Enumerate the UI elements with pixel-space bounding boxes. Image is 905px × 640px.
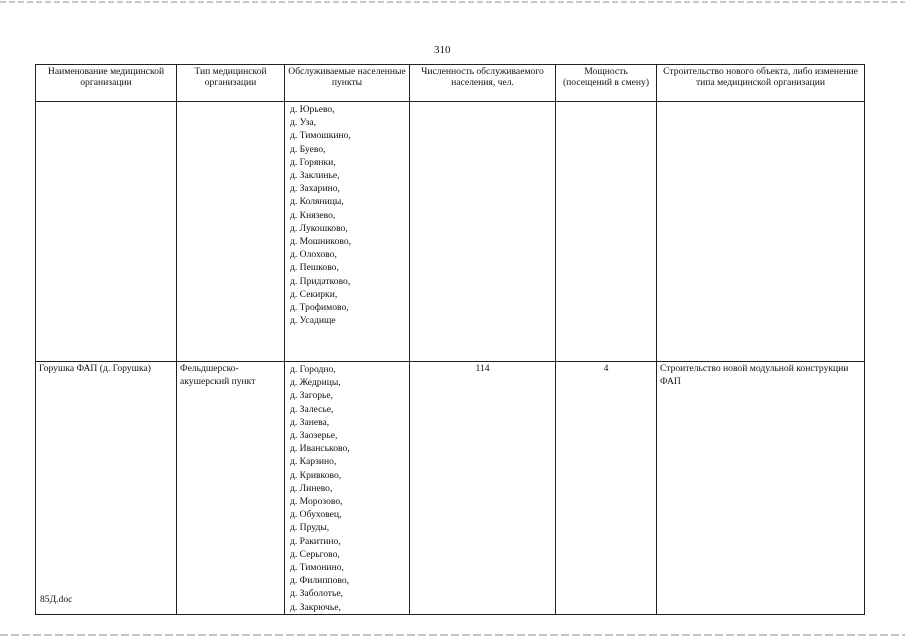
settlement-item: д. Ракитино, [290,535,341,547]
cell-construction: Строительство новой модульной конструкции ФАП [657,362,865,615]
settlement-item: д. Буево, [290,143,326,155]
facilities-table [35,64,865,615]
cell-population: 114 [410,362,556,615]
header-organization-type: Тип медицинской организации [177,65,285,102]
cell-capacity: 4 [556,362,657,615]
settlement-item: д. Карзино, [290,456,337,468]
settlement-item: д. Тимошкино, [290,130,351,142]
settlement-item: д. Трофимово, [290,302,349,314]
scan-edge-bottom [0,634,905,636]
cell-population [410,102,556,362]
settlement-item: д. Князево, [290,209,336,221]
header-population: Численность обслуживаемого населения, чел. [410,65,556,102]
settlement-item: д. Заозерье, [290,430,338,442]
settlement-item: д. Обуховец, [290,509,342,521]
header-settlements: Обслуживаемые населенные пункты [285,65,410,102]
table-header-row [36,65,865,102]
cell-organization-name: Горушка ФАП (д. Горушка) [36,362,177,615]
cell-settlements [285,102,410,362]
settlement-item: д. Тимонино, [290,562,344,574]
settlement-item: д. Кривково, [290,469,342,481]
settlement-item: д. Морозово, [290,496,343,508]
cell-organization-type [177,102,285,362]
settlement-item: д. Лукошково, [290,222,348,234]
settlement-item: д. Жедрицы, [290,377,341,389]
settlement-item: д. Придатково, [290,275,351,287]
page-number: 310 [434,44,451,56]
scan-edge-top [0,1,905,3]
table-row [36,102,865,362]
settlement-item: д. Иванськово, [290,443,350,455]
cell-organization-type: Фельдшерско-акушерский пункт [177,362,285,615]
settlement-item: д. Пешково, [290,262,339,274]
header-construction: Строительство нового объекта, либо изменение типа медицинской организации [657,65,865,102]
settlement-item: д. Секирки, [290,288,338,300]
footer-filename: 85Д.doc [40,594,73,605]
header-capacity: Мощность (посещений в смену) [556,65,657,102]
settlement-item: д. Залесье, [290,403,334,415]
settlement-item: д. Филиппово, [290,575,350,587]
settlement-item: д. Пруды, [290,522,330,534]
settlement-item: д. Олохово, [290,249,337,261]
settlement-item: д. Коляницы, [290,196,344,208]
cell-organization-name [36,102,177,362]
settlement-item: д. Серьгово, [290,548,340,560]
cell-construction [657,102,865,362]
settlement-item: д. Занева, [290,416,330,428]
settlement-item: д. Горянки, [290,156,336,168]
cell-settlements [285,362,410,615]
settlement-item: д. Мошниково, [290,236,352,248]
settlement-item: д. Уза, [290,117,317,129]
settlement-item: д. Городно, [290,364,336,375]
settlement-item: д. Линево, [290,482,333,494]
settlement-item: д. Заклинье, [290,170,340,182]
header-organization-name: Наименование медицинской организации [36,65,177,102]
settlement-item: д. Заболотье, [290,588,343,600]
settlement-item: д. Захарино, [290,183,340,195]
table-row [36,362,865,615]
settlement-item: д. Юрьево, [290,104,335,115]
settlement-item: д. Загорье, [290,390,334,402]
settlement-item: д. Закрючье, [290,601,341,613]
cell-capacity [556,102,657,362]
settlement-item: д. Усадище [290,315,336,327]
